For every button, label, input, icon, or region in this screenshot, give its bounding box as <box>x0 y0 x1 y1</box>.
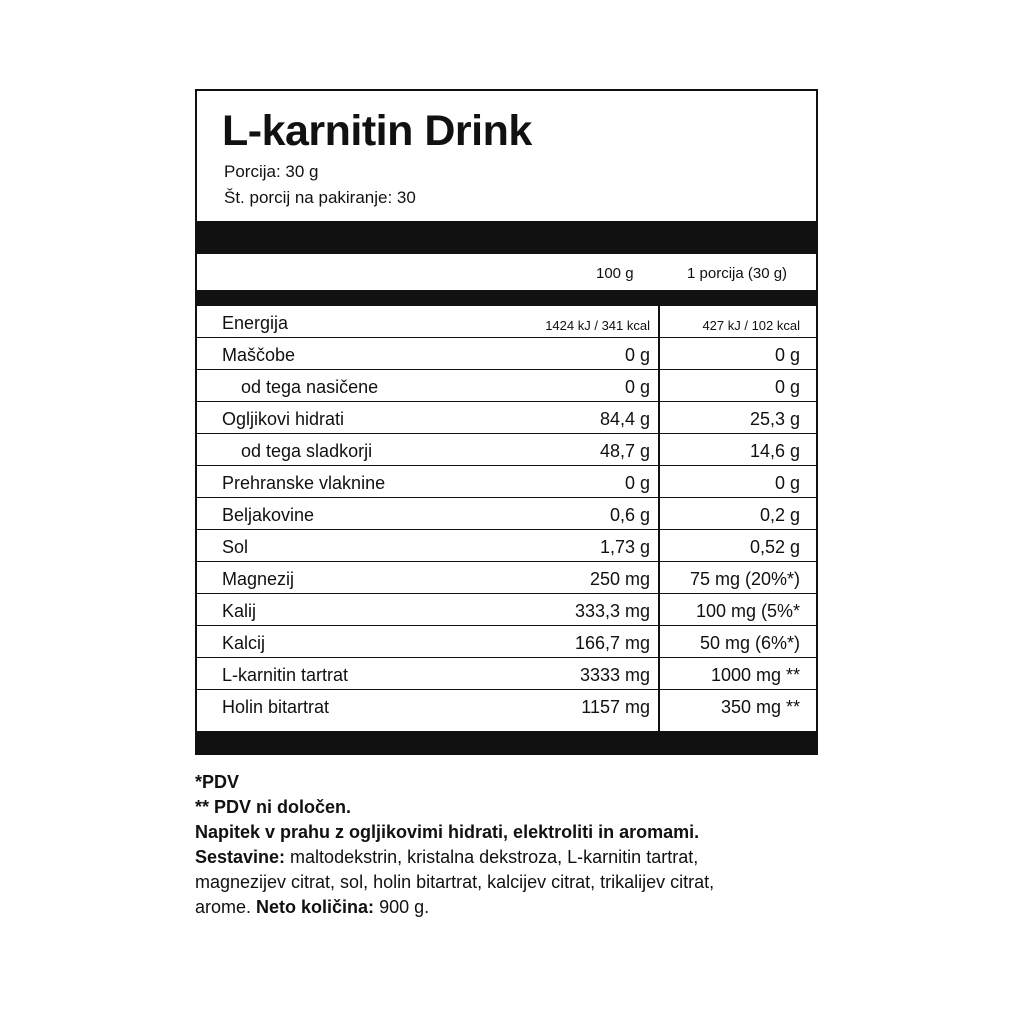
ingredients-line <box>195 845 835 870</box>
value-per-100g: 1157 mg <box>581 697 650 717</box>
table-row <box>197 434 816 466</box>
value-per-serving: 350 mg ** <box>720 697 800 717</box>
value-per-serving: 50 mg (6%*) <box>699 633 800 653</box>
nutrient-name: Sol <box>222 537 249 557</box>
footer-text <box>195 770 835 920</box>
nutrient-name: L-karnitin tartrat <box>222 665 349 685</box>
nutrient-name: Holin bitartrat <box>222 697 330 717</box>
nutrition-label <box>195 89 818 755</box>
nutrient-name: Beljakovine <box>222 505 315 525</box>
value-per-serving: 25,3 g <box>749 409 800 429</box>
nutrient-name: Energija <box>222 313 289 333</box>
table-row <box>197 306 816 338</box>
ingredients-label: Sestavine: <box>195 847 286 867</box>
column-divider <box>658 306 660 731</box>
value-per-100g: 1,73 g <box>599 537 650 557</box>
footnote-pdv: *PDV <box>195 772 240 792</box>
value-per-100g: 333,3 mg <box>574 601 650 621</box>
nutrient-name: od tega sladkorji <box>241 441 373 461</box>
value-per-serving: 0 g <box>774 345 800 365</box>
divider-bar <box>197 290 816 306</box>
ingredients-text: maltodekstrin, kristalna dekstroza, L-karnitin tartrat, <box>285 847 699 867</box>
table-row <box>197 626 816 658</box>
nutrient-name: od tega nasičene <box>241 377 379 397</box>
value-per-100g: 0,6 g <box>609 505 650 525</box>
servings-per-pack: Št. porcij na pakiranje: 30 <box>224 188 416 207</box>
table-row <box>197 498 816 530</box>
value-per-100g: 48,7 g <box>599 441 650 461</box>
table-row <box>197 690 816 722</box>
nutrient-name: Magnezij <box>222 569 295 589</box>
value-per-100g: 0 g <box>624 345 650 365</box>
table-row <box>197 562 816 594</box>
net-quantity-label: Neto količina: <box>256 897 375 917</box>
serving-size: Porcija: 30 g <box>224 162 319 181</box>
column-header-serving: 1 porcija (30 g) <box>687 265 788 282</box>
net-quantity-value: 900 g. <box>374 897 430 917</box>
value-per-serving: 0,52 g <box>749 537 800 557</box>
value-per-100g: 3333 mg <box>579 665 650 685</box>
table-row <box>197 594 816 626</box>
footnote-pdv-undefined: ** PDV ni določen. <box>195 797 352 817</box>
product-description: Napitek v prahu z ogljikovimi hidrati, elektroliti in aromami. <box>195 822 700 842</box>
table-row <box>197 466 816 498</box>
value-per-serving: 0 g <box>774 473 800 493</box>
column-header-row <box>197 254 816 290</box>
ingredients-text: magnezijev citrat, sol, holin bitartrat, kalcijev citrat, trikalijev citrat, <box>195 872 715 892</box>
nutrient-name: Ogljikovi hidrati <box>222 409 345 429</box>
table-row <box>197 530 816 562</box>
divider-bar <box>197 221 816 254</box>
ingredients-line <box>195 895 835 920</box>
nutrient-name: Kalcij <box>222 633 266 653</box>
value-per-serving: 427 kJ / 102 kcal <box>702 318 800 333</box>
value-per-serving: 100 mg (5%* <box>695 601 800 621</box>
table-row <box>197 338 816 370</box>
table-row <box>197 402 816 434</box>
column-header-100g: 100 g <box>596 265 634 282</box>
value-per-100g: 166,7 mg <box>574 633 650 653</box>
value-per-serving: 0,2 g <box>759 505 800 525</box>
value-per-serving: 75 mg (20%*) <box>689 569 800 589</box>
value-per-serving: 0 g <box>774 377 800 397</box>
value-per-100g: 0 g <box>624 377 650 397</box>
nutrient-name: Maščobe <box>222 345 296 365</box>
value-per-100g: 0 g <box>624 473 650 493</box>
value-per-serving: 14,6 g <box>749 441 800 461</box>
table-row <box>197 658 816 690</box>
value-per-100g: 1424 kJ / 341 kcal <box>545 318 650 333</box>
value-per-100g: 250 mg <box>589 569 650 589</box>
nutrient-name: Kalij <box>222 601 257 621</box>
ingredients-text: arome. <box>195 897 257 917</box>
divider-bar <box>197 731 816 753</box>
value-per-serving: 1000 mg ** <box>710 665 800 685</box>
nutrient-table <box>197 306 816 722</box>
value-per-100g: 84,4 g <box>599 409 650 429</box>
table-row <box>197 370 816 402</box>
nutrient-name: Prehranske vlaknine <box>222 473 386 493</box>
product-title: L-karnitin Drink <box>222 107 532 155</box>
